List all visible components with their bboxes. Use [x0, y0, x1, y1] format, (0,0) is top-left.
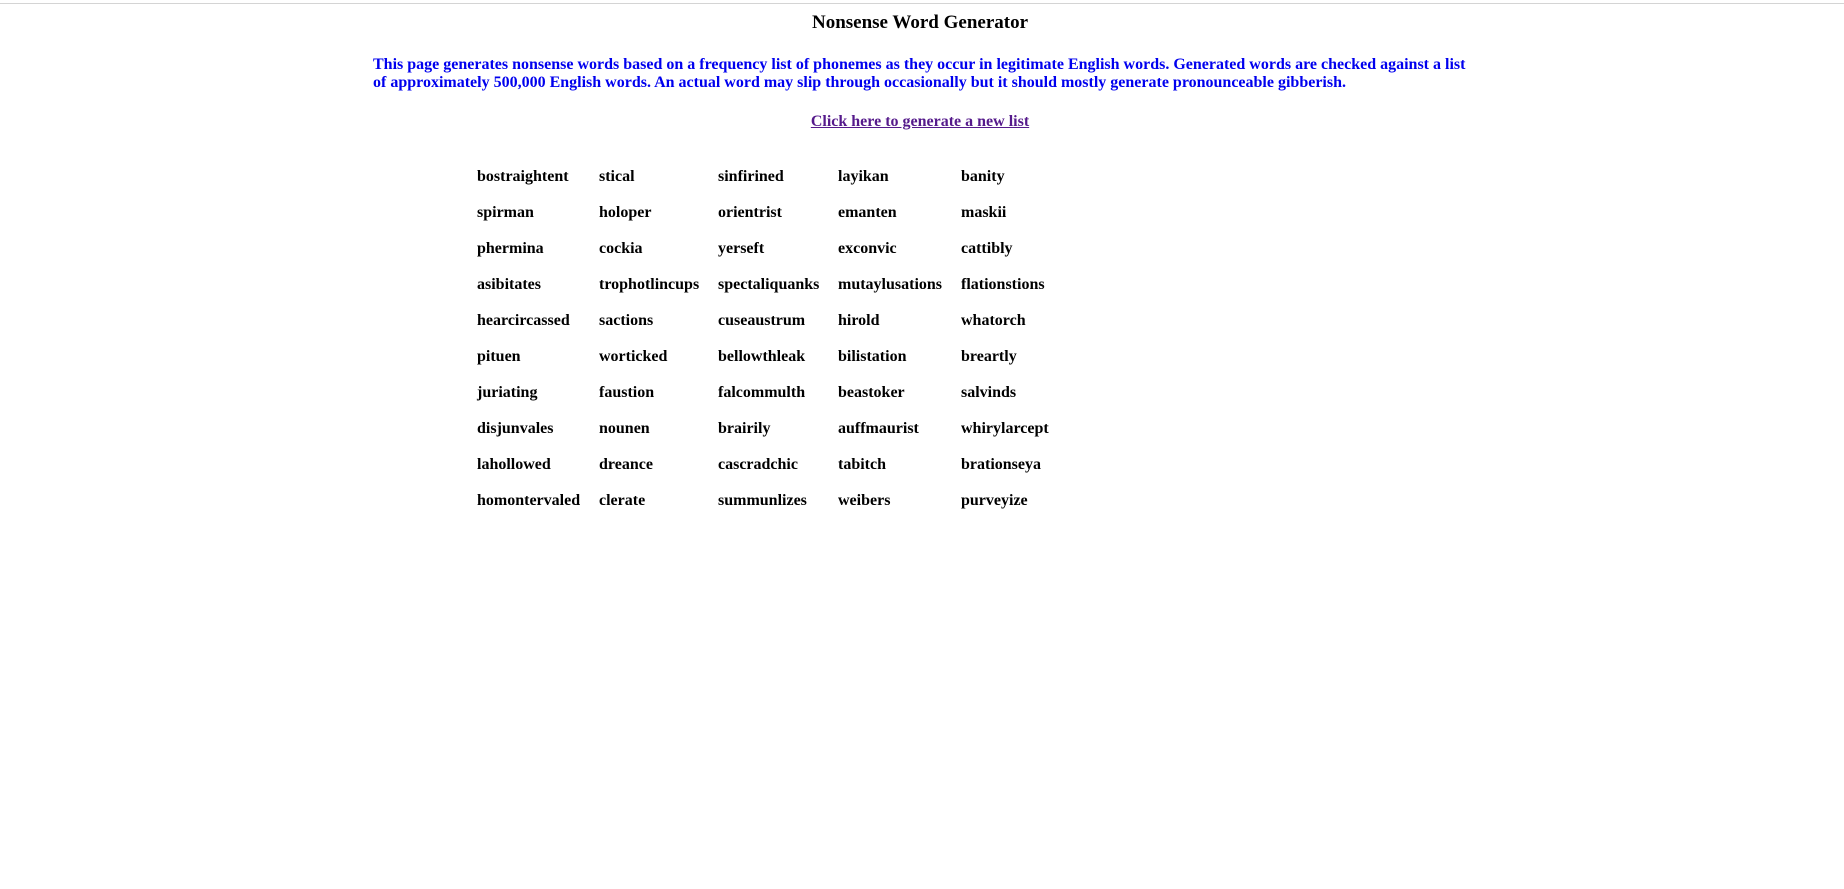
word-cell: brationseya — [961, 456, 1041, 473]
page-description: This page generates nonsense words based on a frequency list of phonemes as they occur in legitimate English words. Generated words are checked against a list of approximately 500,000 English words. An actual word may slip through occasionally but it should mostly generate pronounceable gibberish. — [373, 56, 1466, 91]
word-cell: breartly — [961, 348, 1017, 365]
word-cell: pituen — [477, 348, 521, 365]
word-cell: whatorch — [961, 312, 1026, 329]
word-cell: worticked — [599, 348, 668, 365]
word-cell: whirylarcept — [961, 420, 1049, 437]
word-cell: phermina — [477, 240, 544, 257]
word-cell: cuseaustrum — [718, 312, 806, 329]
word-cell: hirold — [838, 312, 880, 329]
word-cell: cattibly — [961, 240, 1013, 257]
word-cell: asibitates — [477, 276, 541, 293]
word-cell: brairily — [718, 420, 771, 437]
generate-new-list-link[interactable]: Click here to generate a new list — [810, 113, 1030, 130]
word-cell: maskii — [961, 204, 1007, 221]
word-cell: banity — [961, 168, 1005, 185]
word-cell: cascradchic — [718, 456, 798, 473]
word-cell: purveyize — [961, 492, 1028, 509]
word-cell: trophotlincups — [599, 276, 700, 293]
word-cell: holoper — [599, 204, 652, 221]
word-cell: auffmaurist — [838, 420, 919, 437]
word-cell: mutaylusations — [838, 276, 943, 293]
word-cell: lahollowed — [477, 456, 551, 473]
word-cell: beastoker — [838, 384, 905, 401]
word-cell: weibers — [838, 492, 891, 509]
word-cell: stical — [599, 168, 635, 185]
word-cell: dreance — [599, 456, 653, 473]
word-cell: homontervaled — [477, 492, 581, 509]
word-cell: bellowthleak — [718, 348, 806, 365]
word-cell: disjunvales — [477, 420, 554, 437]
generate-link-container — [0, 113, 1840, 131]
word-cell: orientrist — [718, 204, 782, 221]
word-table — [477, 159, 1071, 519]
word-cell: sactions — [599, 312, 654, 329]
word-cell: spirman — [477, 204, 534, 221]
word-cell: nounen — [599, 420, 650, 437]
word-cell: hearcircassed — [477, 312, 570, 329]
word-cell: bilistation — [838, 348, 907, 365]
word-cell: clerate — [599, 492, 646, 509]
word-cell: emanten — [838, 204, 897, 221]
word-cell: salvinds — [961, 384, 1017, 401]
word-cell: sinfirined — [718, 168, 784, 185]
word-cell: exconvic — [838, 240, 897, 257]
word-cell: tabitch — [838, 456, 886, 473]
word-cell: spectaliquanks — [718, 276, 820, 293]
word-cell: flationstions — [961, 276, 1045, 293]
word-cell: summunlizes — [718, 492, 807, 509]
word-cell: faustion — [599, 384, 655, 401]
word-cell: bostraightent — [477, 168, 569, 185]
word-cell: yerseft — [718, 240, 765, 257]
word-cell: falcommulth — [718, 384, 806, 401]
page-title: Nonsense Word Generator — [811, 12, 1029, 33]
word-cell: layikan — [838, 168, 889, 185]
word-cell: cockia — [599, 240, 643, 257]
word-cell: juriating — [477, 384, 538, 401]
top-divider — [0, 3, 1844, 4]
